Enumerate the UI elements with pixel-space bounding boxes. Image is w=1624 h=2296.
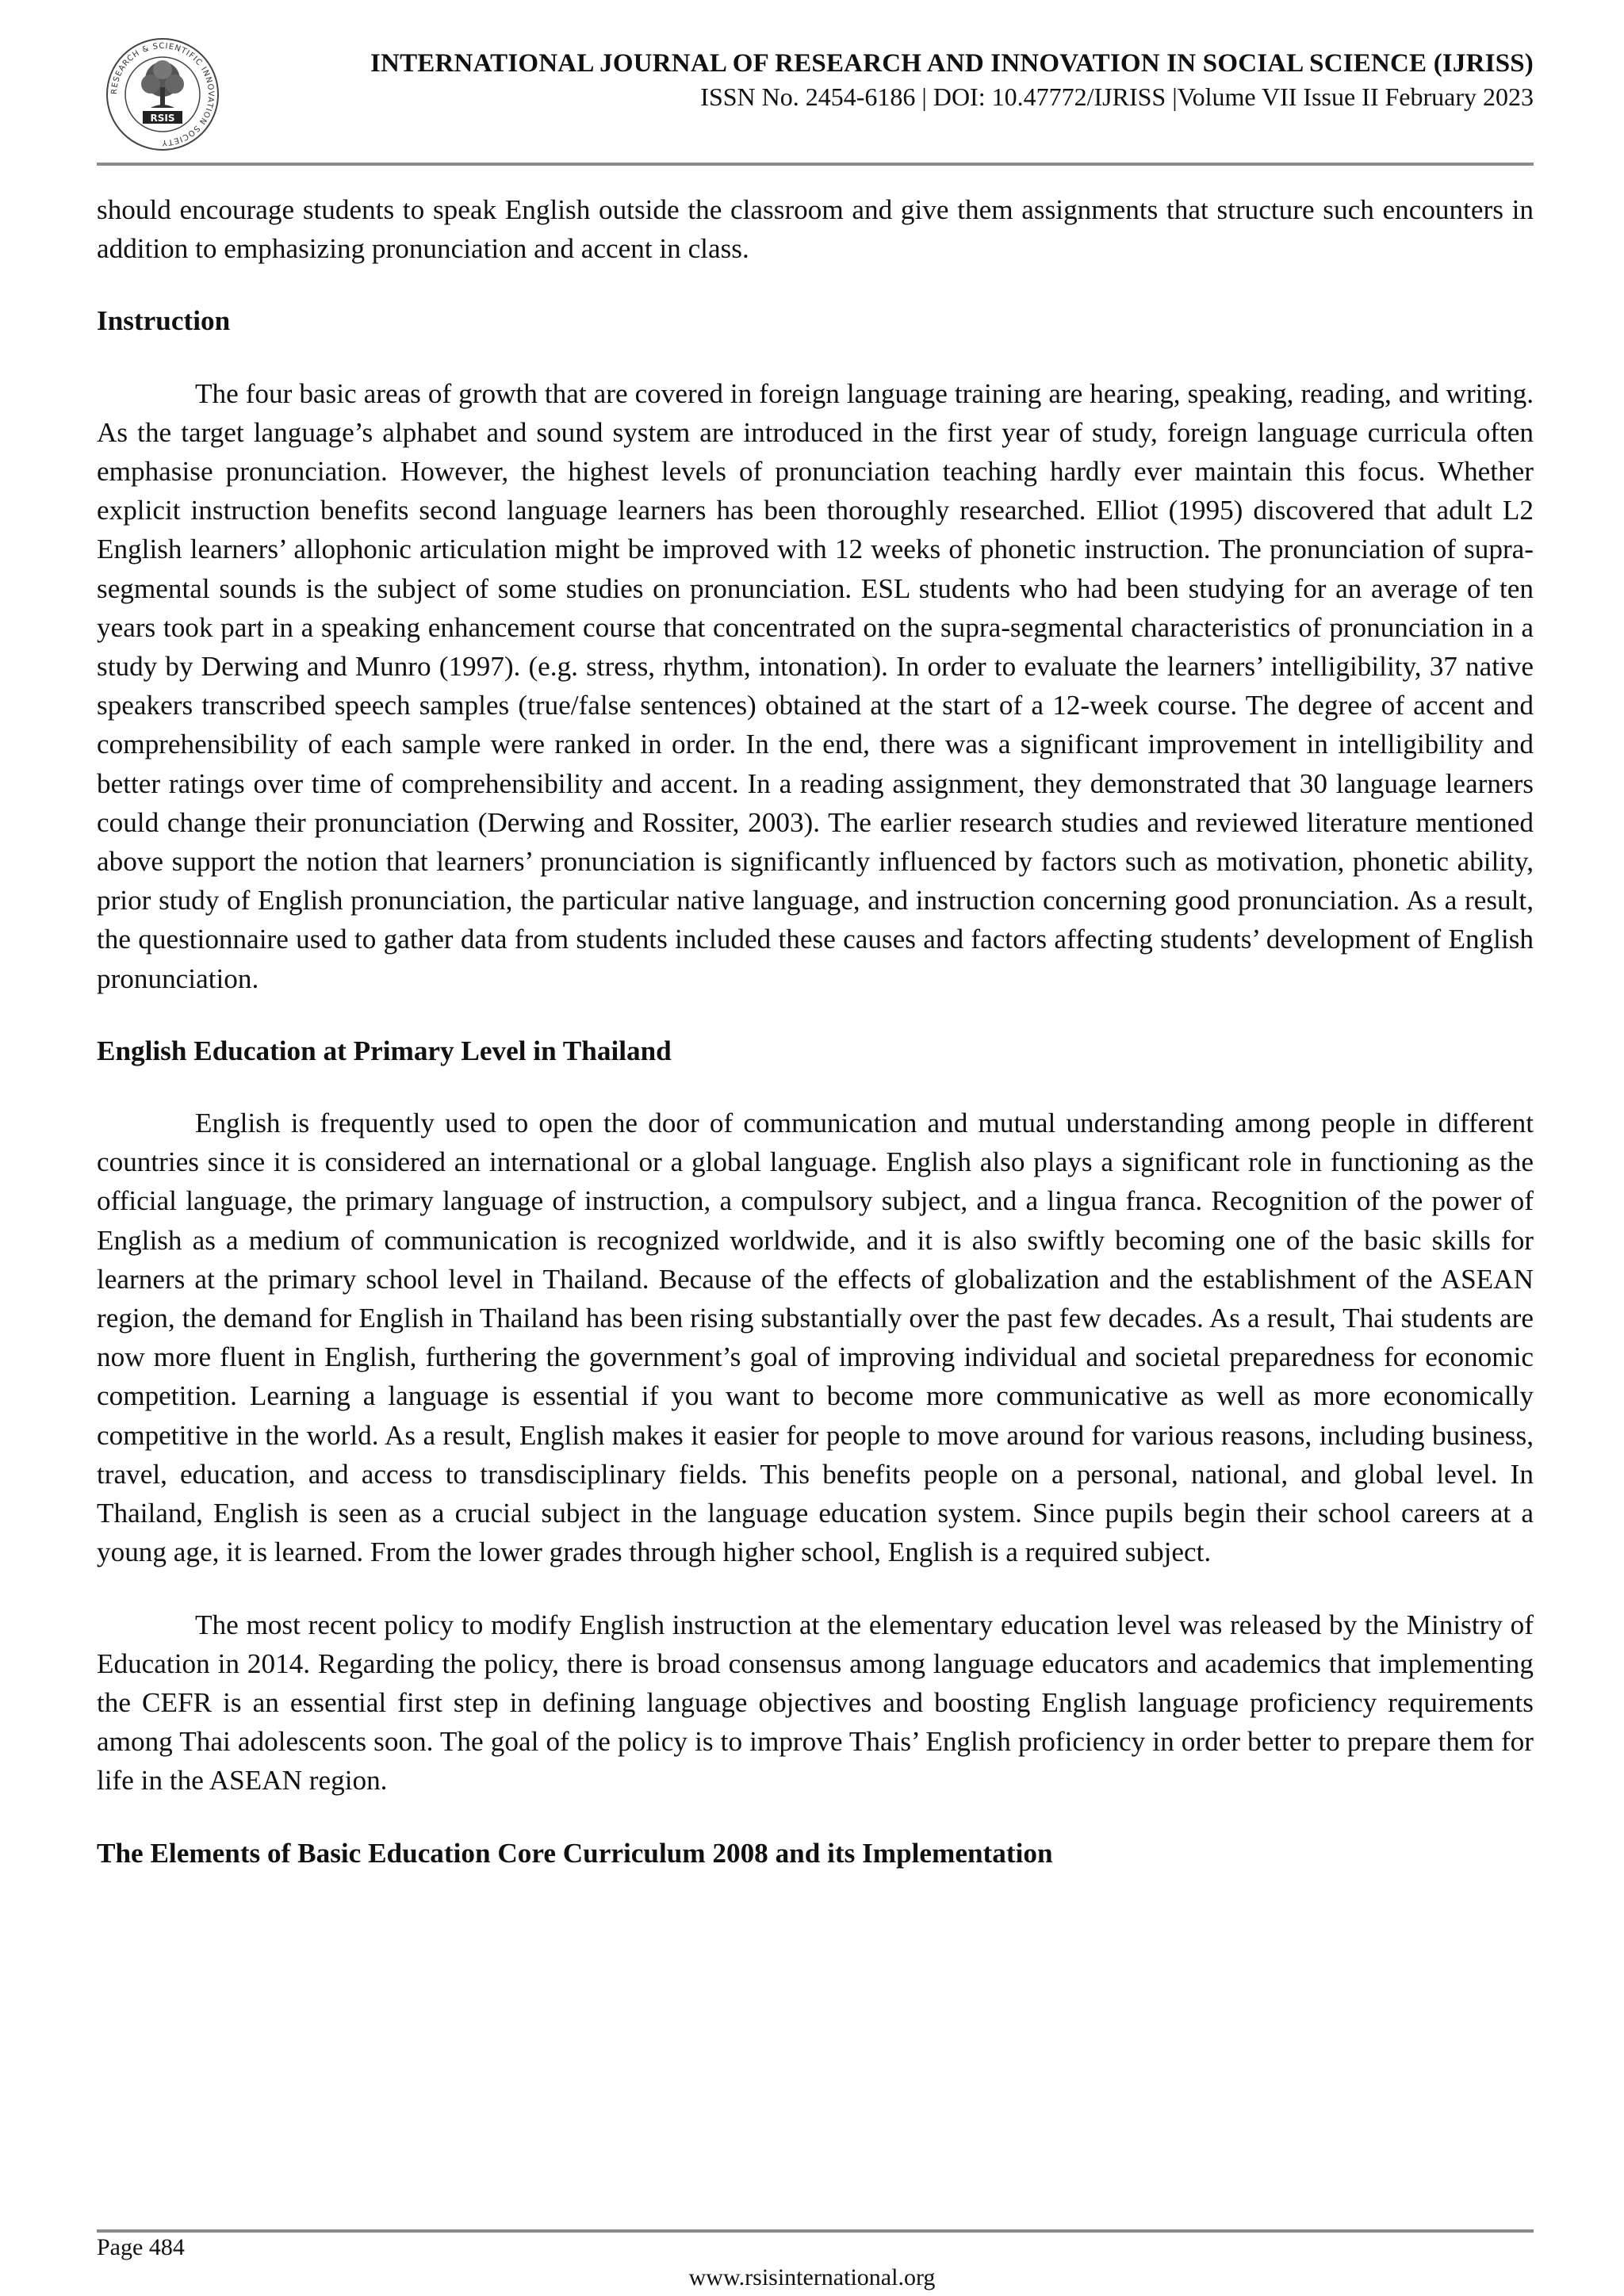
rsis-logo — [103, 35, 222, 154]
header-divider — [97, 163, 1534, 166]
page-header — [97, 32, 1534, 165]
footer-divider — [97, 2229, 1534, 2233]
page-number: Page 484 — [97, 2234, 185, 2260]
journal-meta: ISSN No. 2454-6186 | DOI: 10.47772/IJRISS |Volume VII Issue II February 2023 — [700, 82, 1534, 111]
paragraph-english-education: English is frequently used to open the door of communication and mutual understanding among people in different countries since it is considered an international or a global language. English also plays a significant role in functioning as the official language, the primary language of instruction, a compulsory subject, and a lingua franca. Recognition of the power of English as a medium of communication is recognized worldwide, and it is also swiftly becoming one of the basic skills for learners at the primary school level in Thailand. Because of the effects of globalization and the establishment of the ASEAN region, the demand for English in Thailand has been rising substantially over the past few decades. As a result, Thai students are now more fluent in English, furthering the government’s goal of improving individual and societal preparedness for economic competition. Learning a language is essential if you want to become more communicative as well as more economically competitive in the world. As a result, English makes it easier for people to move around for various reasons, including business, travel, education, and access to transdisciplinary fields. This benefits people on a personal, national, and global level. In Thailand, English is seen as a crucial subject in the language education system. Since pupils begin their school careers at a young age, it is learned. From the lower grades through higher school, English is a required subject. — [97, 1108, 1534, 1568]
logo-ring-text: RESEARCH & SCIENTIFIC INNOVATION SOCIETY — [109, 41, 216, 147]
article-body — [97, 190, 1534, 1873]
paragraph-continuation: should encourage students to speak English outside the classroom and give them assignments that structure such encounters in addition to emphasizing pronunciation and accent in class. — [97, 194, 1534, 265]
paragraph-instruction: The four basic areas of growth that are covered in foreign language training are hearing, speaking, reading, and writing. As the target language’s alphabet and sound system are introduced in the first year of study, foreign language curricula often emphasise pronunciation. However, the highest levels of pronunciation teaching hardly ever maintain this focus. Whether explicit instruction benefits second language learners has been thoroughly researched. Elliot (1995) discovered that adult L2 English learners’ allophonic articulation might be improved with 12 weeks of phonetic instruction. The pronunciation of supra-segmental sounds is the subject of some studies on pronunciation. ESL students who had been studying for an average of ten years took part in a speaking enhancement course that concentrated on the supra-segmental characteristics of pronunciation in a study by Derwing and Munro (1997). (e.g. stress, rhythm, intonation). In order to evaluate the learners’ intelligibility, 37 native speakers transcribed speech samples (true/false sentences) obtained at the start of a 12-week course. The degree of accent and comprehensibility of each sample were ranked in order. In the end, there was a significant improvement in intelligibility and better ratings over time of comprehensibility and accent. In a reading assignment, they demonstrated that 30 language learners could change their pronunciation (Derwing and Rossiter, 2003). The earlier research studies and reviewed literature mentioned above support the notion that learners’ pronunciation is significantly influenced by factors such as motivation, phonetic ability, prior study of English pronunciation, the particular native language, and instruction concerning good pronunciation. As a result, the questionnaire used to gather data from students included these causes and factors affecting students’ development of English pronunciation. — [97, 377, 1534, 994]
paragraph-policy: The most recent policy to modify English instruction at the elementary education level was released by the Ministry of Education in 2014. Regarding the policy, there is broad consensus among language educators and academics that implementing the CEFR is an essential first step in defining language objectives and boosting English language proficiency requirements among Thai adolescents soon. The goal of the policy is to improve Thais’ English proficiency in order better to prepare them for life in the ASEAN region. — [97, 1609, 1534, 1797]
heading-core-curriculum: The Elements of Basic Education Core Curriculum 2008 and its Implementation — [97, 1837, 1053, 1869]
heading-instruction: Instruction — [97, 305, 231, 337]
footer-url[interactable]: www.rsisinternational.org — [688, 2264, 936, 2290]
heading-english-education: English Education at Primary Level in Thailand — [97, 1035, 672, 1066]
logo-text: RSIS — [150, 113, 175, 124]
journal-title: INTERNATIONAL JOURNAL OF RESEARCH AND INNOVATION IN SOCIAL SCIENCE (IJRISS) — [370, 49, 1534, 78]
